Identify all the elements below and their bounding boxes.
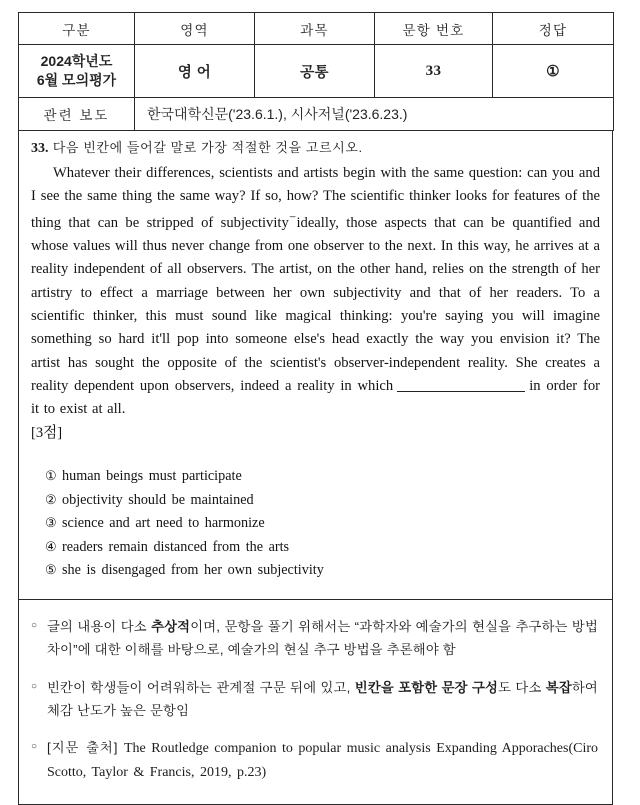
option-item-2[interactable] (45, 489, 600, 513)
commentary-source-text (47, 737, 598, 785)
header-cell-subject: 과목 (255, 13, 375, 45)
plain-text: 이며, 문항을 풀기 위해서는 “과학자와 예술가의 현실을 추구하는 방법 차이”에 대한 이해를 바탕으로, 예술가의 현실 추구 방법을 추론해야 함 (47, 618, 599, 657)
value-cell-answer: ① (493, 45, 614, 98)
exam-info-table (18, 12, 614, 131)
source-label: [지문 출처] (47, 740, 119, 756)
option-marker-5: ⑤ (45, 562, 57, 578)
info-table-value-row (19, 45, 614, 98)
option-item-3[interactable] (45, 512, 600, 536)
commentary-note-2-text (47, 677, 598, 723)
option-item-5[interactable] (45, 559, 600, 583)
value-cell-subject: 공통 (255, 45, 375, 98)
commentary-box (18, 600, 613, 805)
question-points: [3점] (31, 424, 63, 441)
value-cell-area: 영 어 (135, 45, 255, 98)
passage-dash: ⁻ (288, 211, 297, 228)
passage-segment-2: ideally, those aspects that can be quantified and whose values will thus never change from one observer to the next. In this way, he arrives at a reality independent of all observers. The artist, on the other hand, relies on the strength of her artistry to effect a marriage between her own subjectivity and that of her readers. To a scientific thinker, this must sound like magical thinking: you're saying you will imagine something so hard it'll pop into someone else's head exactly the way you envision it? The artist has sought the opposite of the scientist's observer-independent reality. She creates a reality dependent upon observers, indeed a reality in which (31, 214, 600, 395)
option-marker-2: ② (45, 491, 57, 507)
emphasis-text: 복잡 (545, 679, 572, 695)
passage-segment-3: in order for it to exist at all. (31, 378, 600, 418)
commentary-note-1 (29, 616, 598, 662)
question-stem-text: 다음 빈칸에 들어갈 말로 가장 적절한 것을 고르시오. (52, 140, 363, 155)
bullet-circle-icon-2: ○ (31, 680, 38, 692)
option-item-1[interactable] (45, 465, 600, 489)
option-text-4: readers remain distanced from the arts (62, 538, 290, 555)
header-cell-area: 영역 (135, 13, 255, 45)
option-text-1: human beings must participate (62, 468, 242, 485)
info-table-press-row (19, 98, 614, 131)
question-passage (31, 162, 600, 422)
option-marker-3: ③ (45, 515, 57, 531)
question-box (18, 131, 613, 600)
press-label: 관련 보도 (19, 98, 135, 131)
option-text-5: she is disengaged from her own subjectivity (62, 562, 324, 579)
exam-item-sheet (18, 12, 613, 805)
emphasis-text: 빈칸을 포함한 문장 구성 (354, 679, 499, 695)
question-stem (31, 138, 600, 159)
answer-blank (397, 391, 525, 392)
value-cell-category (19, 45, 135, 98)
category-line-2: 6월 모의평가 (36, 72, 117, 88)
option-text-3: science and art need to harmonize (62, 515, 265, 532)
plain-text: 빈칸이 학생들이 어려워하는 관계절 구문 뒤에 있고, (47, 679, 355, 695)
commentary-note-1-text (47, 616, 598, 662)
header-cell-question-number: 문항 번호 (375, 13, 493, 45)
value-cell-question-number: 33 (375, 45, 493, 98)
option-marker-1: ① (45, 468, 57, 484)
bullet-circle-icon-3: ○ (31, 741, 38, 753)
question-number: 33. (31, 141, 49, 156)
source-citation: The Routledge companion to popular music analysis Expanding Apporaches(Ciro Scotto, Taylor & Francis, 2019, p.23) (47, 741, 599, 781)
category-line-1: 2024학년도 (40, 53, 113, 70)
plain-text: 도 다소 (498, 679, 546, 695)
commentary-note-2 (29, 677, 598, 723)
answer-options-list (31, 465, 600, 583)
option-text-2: objectivity should be maintained (62, 491, 254, 508)
press-value: 한국대학신문('23.6.1.), 시사저널('23.6.23.) (135, 98, 614, 131)
commentary-source (29, 737, 598, 785)
option-item-4[interactable] (45, 536, 600, 560)
plain-text: 하여 체감 난도가 높은 문항임 (47, 679, 598, 718)
plain-text: 글의 내용이 다소 (47, 618, 152, 634)
header-cell-category: 구분 (19, 13, 135, 45)
info-table-header-row (19, 13, 614, 45)
passage-segment-1: Whatever their differences, scientists and artists begin with the same question: can you and I see the same thing the same way? If so, how? The scientific thinker looks for features of the thing that can be stripped of subjectivity (31, 165, 600, 231)
emphasis-text: 추상적 (151, 618, 191, 634)
bullet-circle-icon-1: ○ (31, 619, 38, 631)
header-cell-answer: 정답 (493, 13, 614, 45)
option-marker-4: ④ (45, 538, 57, 554)
